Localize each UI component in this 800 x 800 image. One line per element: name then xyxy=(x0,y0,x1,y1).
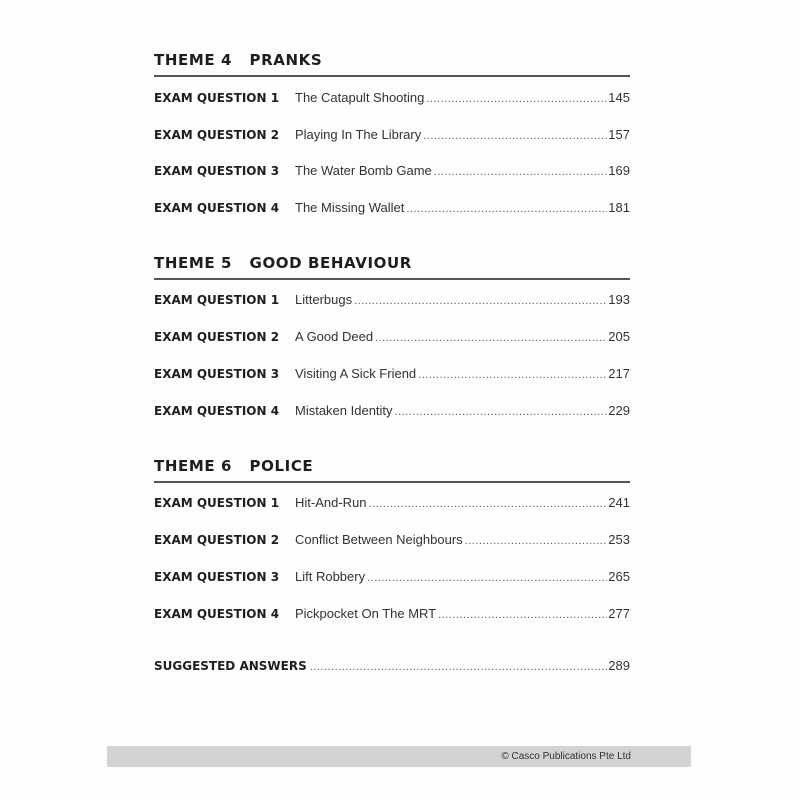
entry-label: EXAM QUESTION 4 xyxy=(154,201,280,215)
entry-page-number: 181 xyxy=(608,200,630,215)
entry-title: The Catapult Shooting xyxy=(295,90,425,105)
entry-title: Hit-And-Run xyxy=(295,495,367,510)
toc-entry[interactable] xyxy=(154,126,630,144)
theme-heading: THEME 4 PRANKS xyxy=(154,51,323,69)
entry-title: Conflict Between Neighbours xyxy=(295,532,463,547)
dot-leader xyxy=(423,127,607,145)
dot-leader xyxy=(434,163,608,181)
entry-label: EXAM QUESTION 1 xyxy=(154,496,280,510)
theme-section-5 xyxy=(154,253,630,280)
entry-page-number: 277 xyxy=(608,606,630,621)
dot-leader xyxy=(426,90,607,108)
toc-entry[interactable] xyxy=(154,494,630,512)
entry-page-number: 217 xyxy=(608,366,630,381)
footer-bar xyxy=(107,746,691,767)
entry-page-number: 265 xyxy=(608,569,630,584)
theme-divider xyxy=(154,75,630,77)
toc-entry[interactable] xyxy=(154,199,630,217)
toc-entry[interactable] xyxy=(154,89,630,107)
suggested-answers-label: SUGGESTED ANSWERS xyxy=(154,659,307,673)
dot-leader xyxy=(418,366,607,384)
toc-entry[interactable] xyxy=(154,402,630,420)
toc-entry[interactable] xyxy=(154,328,630,346)
entry-title: The Missing Wallet xyxy=(295,200,405,215)
toc-entry[interactable] xyxy=(154,531,630,549)
entry-label: EXAM QUESTION 3 xyxy=(154,164,280,178)
entry-label: EXAM QUESTION 4 xyxy=(154,404,280,418)
entry-label: EXAM QUESTION 1 xyxy=(154,91,280,105)
entry-label: EXAM QUESTION 4 xyxy=(154,607,280,621)
suggested-answers-entry[interactable] xyxy=(154,657,630,675)
entry-label: EXAM QUESTION 3 xyxy=(154,570,280,584)
entry-label: EXAM QUESTION 1 xyxy=(154,293,280,307)
theme-section-6 xyxy=(154,456,630,483)
dot-leader xyxy=(406,200,607,218)
entry-title: Lift Robbery xyxy=(295,569,366,584)
toc-entry[interactable] xyxy=(154,605,630,623)
dot-leader xyxy=(395,403,608,421)
theme-divider xyxy=(154,278,630,280)
dot-leader xyxy=(369,495,608,513)
entry-page-number: 145 xyxy=(608,90,630,105)
theme-heading: THEME 6 POLICE xyxy=(154,457,314,475)
dot-leader xyxy=(354,292,607,310)
dot-leader xyxy=(438,606,607,624)
entry-title: The Water Bomb Game xyxy=(295,163,432,178)
theme-section-4 xyxy=(154,50,630,77)
entry-page-number: 253 xyxy=(608,532,630,547)
dot-leader xyxy=(375,329,607,347)
entry-page-number: 229 xyxy=(608,403,630,418)
entry-title: Pickpocket On The MRT xyxy=(295,606,437,621)
suggested-answers-page-number: 289 xyxy=(608,658,630,673)
entry-page-number: 169 xyxy=(608,163,630,178)
entry-page-number: 241 xyxy=(608,495,630,510)
toc-entry[interactable] xyxy=(154,162,630,180)
entry-title: Visiting A Sick Friend xyxy=(295,366,417,381)
entry-title: Litterbugs xyxy=(295,292,353,307)
entry-title: Playing In The Library xyxy=(295,127,422,142)
entry-title: Mistaken Identity xyxy=(295,403,393,418)
entry-page-number: 157 xyxy=(608,127,630,142)
dot-leader xyxy=(465,532,608,550)
entry-label: EXAM QUESTION 2 xyxy=(154,128,280,142)
toc-entry[interactable] xyxy=(154,291,630,309)
entry-label: EXAM QUESTION 2 xyxy=(154,533,280,547)
entry-label: EXAM QUESTION 2 xyxy=(154,330,280,344)
dot-leader xyxy=(310,658,608,676)
dot-leader xyxy=(367,569,607,587)
entry-title: A Good Deed xyxy=(295,329,374,344)
toc-entry[interactable] xyxy=(154,568,630,586)
entry-page-number: 205 xyxy=(608,329,630,344)
theme-divider xyxy=(154,481,630,483)
toc-entry[interactable] xyxy=(154,365,630,383)
theme-heading: THEME 5 GOOD BEHAVIOUR xyxy=(154,254,412,272)
entry-label: EXAM QUESTION 3 xyxy=(154,367,280,381)
entry-page-number: 193 xyxy=(608,292,630,307)
copyright-text: © Casco Publications Pte Ltd xyxy=(501,751,631,762)
